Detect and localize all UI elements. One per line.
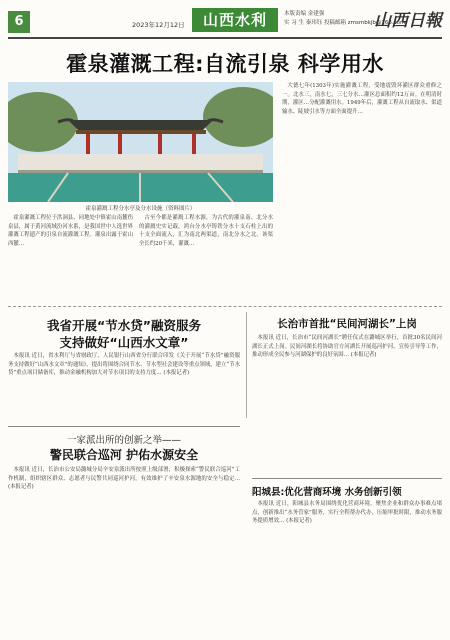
article4-text: 本报讯 近日，长治市公安局潞城分局辛安泉派出所按照上级部署，积极探索“警民联合巡河”工作机制，组织辖区群众、志愿者与民警共同巡河护河，有效维护了辛安泉水源地的安全与稳定… xyxy=(8,467,240,482)
editors-line-2: 实 习 生 秦玮钰 投稿邮箱 zmsmbkjb@163.com xyxy=(284,20,406,26)
article-divider xyxy=(8,426,240,427)
article2-signature: (本报记者) xyxy=(163,370,190,377)
article2-headline-2: 支持做好“山西水文章” xyxy=(59,335,189,350)
photo-caption: 霍泉灌溉工程分水亭及分水设施（资料图片） xyxy=(85,206,196,212)
lead-body-col-right xyxy=(282,82,442,302)
article4-kicker: 一家派出所的创新之举—— xyxy=(66,435,181,446)
article4-signature: (本报记者) xyxy=(8,484,34,491)
article3-headline: 长治市首批“民间河湖长”上岗 xyxy=(277,318,417,330)
article2-body xyxy=(8,352,240,424)
article2-headline-1: 我省开展“节水贷”融资服务 xyxy=(47,318,201,333)
lead-body-col-1 xyxy=(8,214,133,304)
newspaper-logo: 山西日報 xyxy=(374,11,442,31)
article4-body xyxy=(8,466,240,632)
article5-divider xyxy=(252,478,442,479)
section-title: 山西水利 xyxy=(192,8,278,32)
pavilion-photo xyxy=(8,82,273,202)
editors-line-1: 本版责编 金建强 xyxy=(284,11,325,17)
pavilion-illustration xyxy=(8,82,273,202)
issue-date: 2023年12月12日 xyxy=(132,21,185,29)
article3-signature: (本报记者) xyxy=(350,352,377,359)
column-rule xyxy=(246,312,247,418)
article4-headline: 警民联合巡河 护佑水源安全 xyxy=(49,448,199,462)
lead-body-text-1: 霍泉灌溉工程位于洪洞县、同地处中镇霍山南麓伤泉县，属于黄河流域汾河水系，是我国世中人选世界灌溉工程遗产的引泉自流灌溉工程。灌泉出露于霍山西麓… xyxy=(8,215,133,247)
masthead xyxy=(8,6,442,36)
lead-body-text-right: 大德七年(1303年)实施灌溉工程，受地震毁坏灌区群众重修之一。北水三，南水七，三七分水…灌区总面积约12万亩。在明清时期，灌区…分配灌溉用水。1949年后，灌溉工程从自流取水、渠道输水、陡坡引水等方面全面提升… xyxy=(282,83,442,115)
article2-text: 本报讯 近日，省水利厅与省财政厅、人民银行山西省分行联合印发《关于开展“节水贷”融资服务支持做好“山西水文章”的通知》，提出将围绕合同节水、节水型社会建设等重点领域，建立“节水贷”重点项目储备库，推动金融机构加大对节水项目的支持力度… xyxy=(8,353,240,377)
page-number: 6 xyxy=(8,11,30,33)
masthead-rule xyxy=(8,37,442,39)
lead-body-col-2 xyxy=(139,214,273,304)
article5-headline: 阳城县:优化营商环境 水务创新引领 xyxy=(252,487,402,498)
article5-body xyxy=(252,500,442,632)
lead-body-text-2: 古至今都是灌溉工程水源，为古代的灌泉南、北分水的灌溉史实记载，鸿台分水亭铸铁分水十支石柱上出的十支全面流入，汇为南北两渠道，南北分水之北。该渠全长约20千米，灌溉… xyxy=(139,215,273,247)
section-divider xyxy=(8,306,442,307)
article3-body xyxy=(252,334,442,474)
article5-signature: (本报记者) xyxy=(286,518,312,525)
lead-headline: 霍泉灌溉工程:自流引泉 科学用水 xyxy=(66,52,384,76)
article5-text: 本报讯 近日，阳城县水务局围绕优化营商环境，聚焦企业和群众办事难点堵点，创新推出“水务管家”服务，实行全程帮办代办，压缩审批时限，推动水务服务提质增效… xyxy=(252,501,442,525)
article3-text: 本报讯 近日，长治市“民间河湖长”聘任仪式在潞城区举行，首批30名民间河湖长正式上岗。民间河湖长将协助官方河湖长开展巡河护河、宣传引导等工作，推动形成全民参与河湖保护的良好氛围… xyxy=(252,335,442,359)
